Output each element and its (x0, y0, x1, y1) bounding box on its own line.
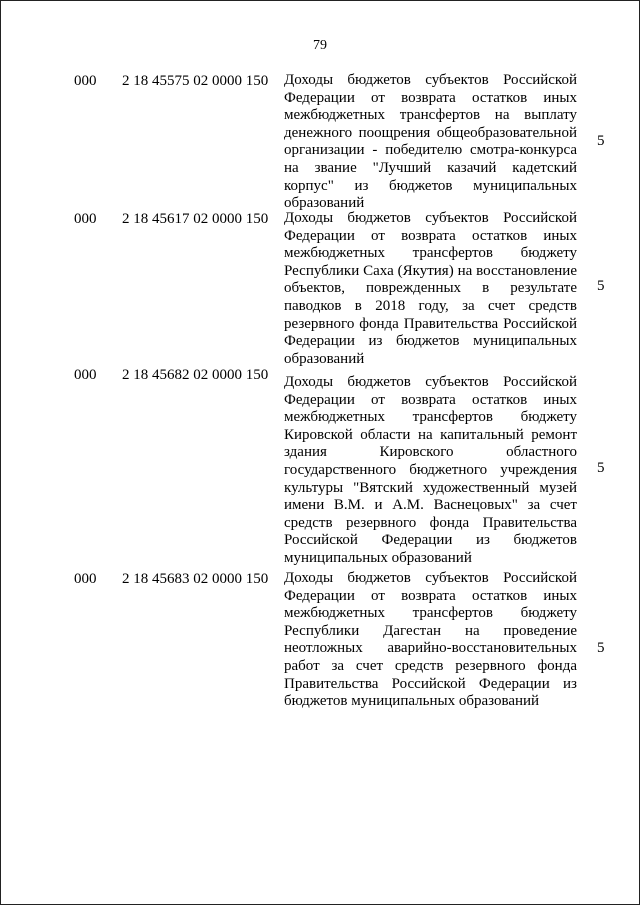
admin-code: 000 (74, 73, 97, 89)
amount-value: 5 (597, 640, 605, 656)
budget-classification-code: 2 18 45683 02 0000 150 (122, 571, 269, 587)
income-description: Доходы бюджетов субъектов Российской Федерации от возврата остатков иных межбюджетных трансфертов бюджету Кировской области на капитальный ремонт здания Кировского областного государственного бюджетного учреждения культуры "Вятский художественный музей имени В.М. и А.М. Васнецовых" за счет средств резервного фонда Правительства Российской Федерации из бюджетов муниципальных образований (284, 374, 577, 566)
amount-value: 5 (597, 460, 605, 476)
amount-value: 5 (597, 278, 605, 294)
budget-classification-code: 2 18 45617 02 0000 150 (122, 211, 269, 227)
income-description: Доходы бюджетов субъектов Российской Федерации от возврата остатков иных межбюджетных трансфертов бюджету Республики Дагестан на проведение неотложных аварийно-восстановительных работ за счет средств резервного фонда Правительства Российской Федерации из бюджетов муниципальных образований (284, 570, 577, 710)
admin-code: 000 (74, 367, 97, 383)
admin-code: 000 (74, 571, 97, 587)
income-description: Доходы бюджетов субъектов Российской Федерации от возврата остатков иных межбюджетных трансфертов на выплату денежного поощрения общеобразовательной организации - победителю смотра-конкурса на звание "Лучший казачий кадетский корпус" из бюджетов муниципальных образований (284, 72, 577, 212)
admin-code: 000 (74, 211, 97, 227)
budget-classification-code: 2 18 45575 02 0000 150 (122, 73, 269, 89)
amount-value: 5 (597, 133, 605, 149)
budget-classification-code: 2 18 45682 02 0000 150 (122, 367, 269, 383)
page-number: 79 (313, 38, 327, 53)
income-description: Доходы бюджетов субъектов Российской Федерации от возврата остатков иных межбюджетных трансфертов бюджету Республики Саха (Якутия) на восстановление объектов, поврежденных в результате паводков в 2018 году, за счет средств резервного фонда Правительства Российской Федерации из бюджетов муниципальных образований (284, 210, 577, 367)
